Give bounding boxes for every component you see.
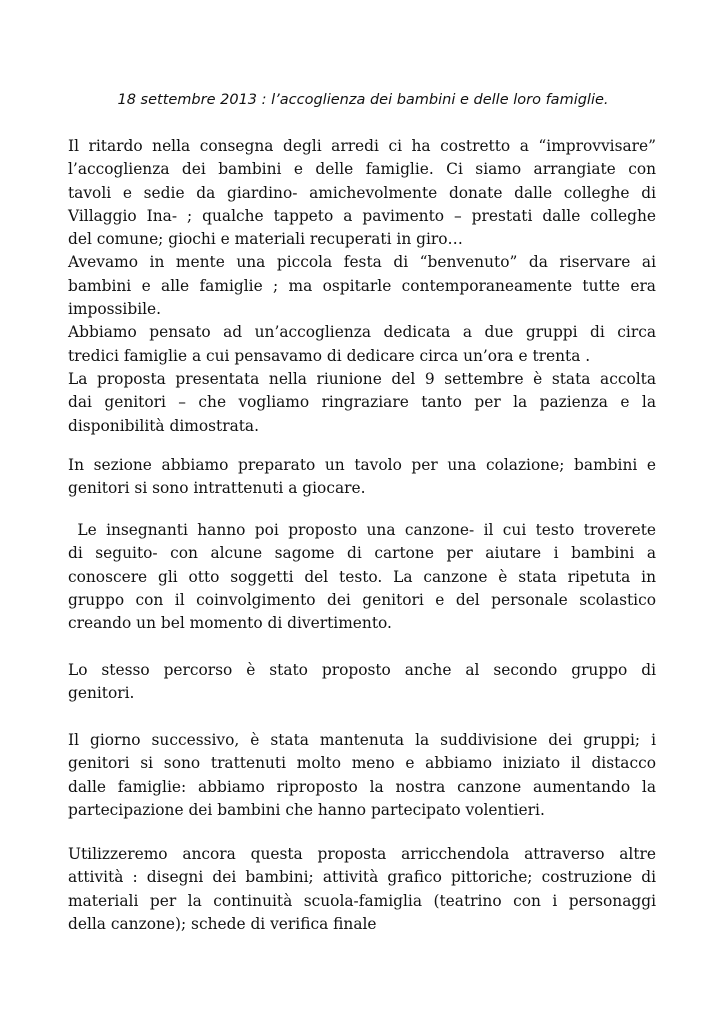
text-line: Utilizzeremo ancora questa proposta arricchendola attraverso altre (68, 845, 656, 863)
text-line: Le insegnanti hanno poi proposto una canzone- il cui testo troverete (68, 521, 656, 539)
text-line: dai genitori – che vogliamo ringraziare tanto per la pazienza e la (68, 393, 656, 412)
paragraph-giorno-successivo (68, 729, 656, 822)
document-title: 18 settembre 2013 : l’accoglienza dei bambini e delle loro famiglie. (117, 92, 609, 108)
text-line: impossibile. (68, 300, 162, 319)
text-line: Avevamo in mente una piccola festa di “benvenuto” da riservare ai (68, 253, 656, 272)
text-line: dalle famiglie: abbiamo riproposto la nostra canzone aumentando la (68, 777, 656, 796)
text-line: di seguito- con alcune sagome di cartone per aiutare i bambini a (68, 544, 656, 563)
text-line: Lo stesso percorso è stato proposto anche al secondo gruppo di (68, 661, 656, 679)
text-line: partecipazione dei bambini che hanno partecipato volentieri. (68, 800, 545, 819)
text-line: Il giorno successivo, è stata mantenuta la suddivisione dei gruppi; i (68, 731, 656, 749)
paragraph-secondo-gruppo (68, 659, 656, 706)
text-line: bambini e alle famiglie ; ma ospitarle contemporaneamente tutte era (68, 276, 656, 295)
paragraph-colazione (68, 454, 656, 501)
text-line: disponibilità dimostrata. (68, 416, 260, 435)
text-line: attività : disegni dei bambini; attività grafico pittoriche; costruzione di (68, 868, 656, 887)
text-line: genitori si sono intrattenuti a giocare. (68, 479, 366, 498)
text-line: genitori si sono trattenuti molto meno e abbiamo iniziato il distacco (68, 754, 656, 773)
text-line: creando un bel momento di divertimento. (68, 614, 392, 633)
text-line: La proposta presentata nella riunione del 9 settembre è stata accolta (68, 369, 656, 388)
text-line: materiali per la continuità scuola-famiglia (teatrino con i personaggi (68, 891, 656, 910)
text-line: Abbiamo pensato ad un’accoglienza dedicata a due gruppi di circa (68, 323, 656, 342)
text-line: In sezione abbiamo preparato un tavolo per una colazione; bambini e (68, 456, 656, 474)
text-line: del comune; giochi e materiali recuperati in giro… (68, 230, 463, 249)
text-line: l’accoglienza dei bambini e delle famiglie. Ci siamo arrangiate con (68, 160, 656, 179)
paragraph-attivita-future (68, 843, 656, 936)
text-line: gruppo con il coinvolgimento dei genitori e del personale scolastico (68, 590, 656, 609)
paragraph-canzone (68, 519, 656, 635)
text-line: tavoli e sedie da giardino- amichevolmente donate dalle colleghe di (68, 183, 656, 202)
text-line: Villaggio Ina- ; qualche tappeto a pavimento – prestati dalle colleghe (68, 206, 656, 225)
text-line: conoscere gli otto soggetti del testo. La canzone è stata ripetuta in (68, 567, 656, 586)
text-line: Il ritardo nella consegna degli arredi ci ha costretto a “improvvisare” (68, 137, 656, 155)
text-line: della canzone); schede di verifica finale (68, 914, 377, 933)
text-line: tredici famiglie a cui pensavamo di dedicare circa un’ora e trenta . (68, 346, 591, 365)
paragraph-accoglienza (68, 135, 656, 438)
text-line: genitori. (68, 684, 135, 703)
